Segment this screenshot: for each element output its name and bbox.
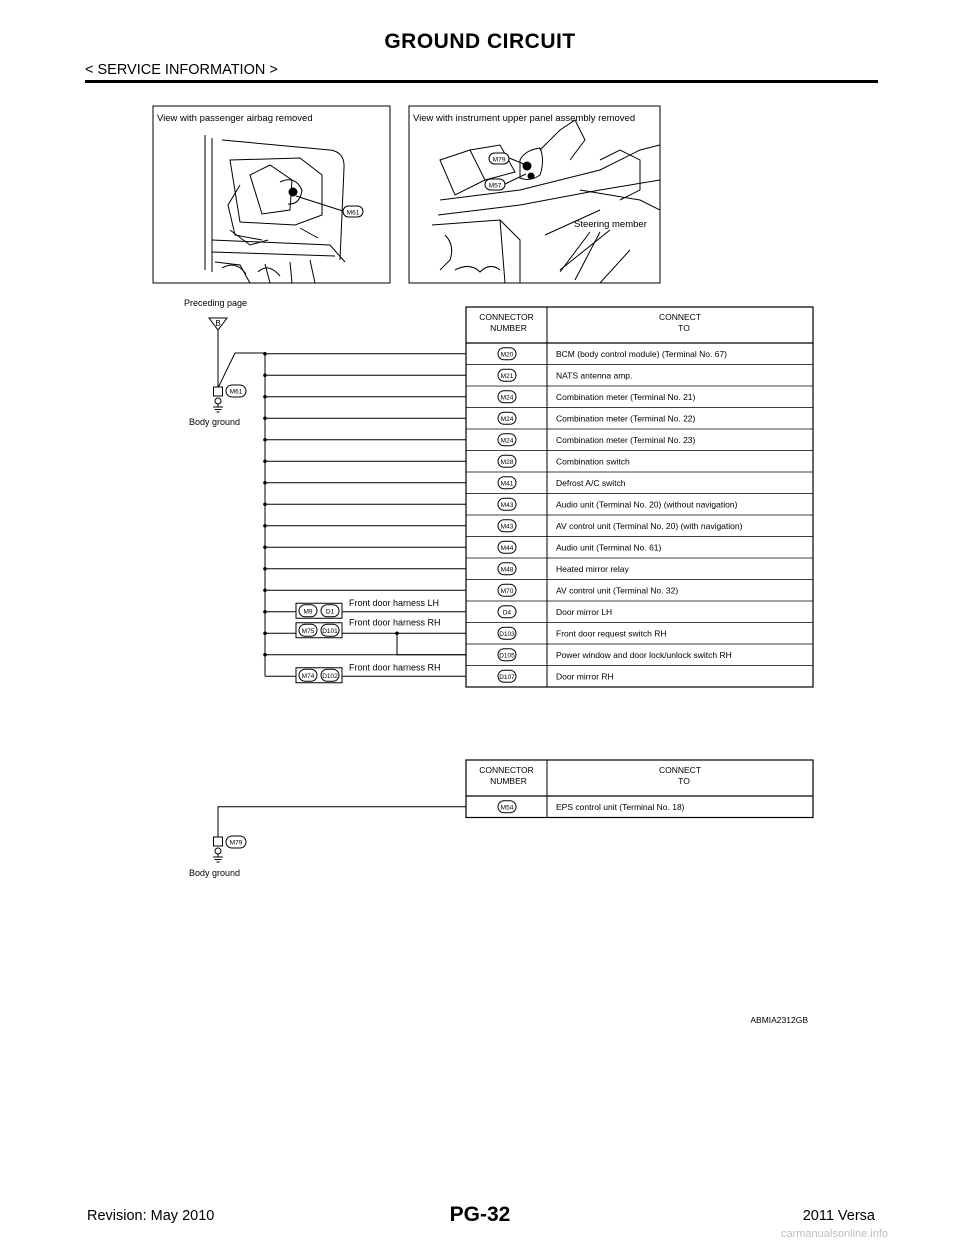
table2-row-0-connect-to: EPS control unit (Terminal No. 18) [556, 801, 685, 812]
connector-table-2 [466, 760, 813, 818]
table1-row-2-connect-to: Combination meter (Terminal No. 21) [556, 391, 696, 402]
section-label: < SERVICE INFORMATION > [85, 62, 278, 78]
table1-row-10-connector [498, 563, 516, 575]
figure-id: ABMIA2312GB [750, 1015, 808, 1025]
table1-row-4-connector [498, 434, 516, 446]
table1-row-3-connector-text: M24 [500, 415, 514, 423]
table1-row-5-connector [498, 455, 516, 467]
table2-header-connector-2: NUMBER [490, 776, 527, 786]
table1-row-1-connect-to: NATS antenna amp. [556, 370, 633, 381]
table1-row-11-connector-text: M70 [500, 587, 514, 595]
ground-connector-m61 [226, 385, 246, 397]
table1-row-10-connector-text: M48 [500, 566, 514, 574]
model-label: 2011 Versa [802, 1208, 875, 1224]
table1-row-12-connect-to: Door mirror LH [556, 606, 613, 617]
harness-1-label: Front door harness RH [349, 617, 441, 628]
harness-0-connector-b-text: D1 [325, 608, 335, 616]
harness-0-connector-a-text: M9 [303, 608, 313, 616]
harness-0 [296, 598, 439, 619]
harness-1-connector-b [321, 624, 339, 636]
connector-tag-m61-view [343, 206, 363, 217]
harness-1 [296, 617, 441, 638]
harness-1-connector-b-text: D101 [322, 627, 338, 635]
table1-row-6-connector-text: M41 [500, 480, 514, 488]
left-view-caption: View with passenger airbag removed [157, 113, 313, 124]
table2-header-connect-2: TO [678, 776, 690, 786]
table1-row-12-connector-text: D4 [502, 609, 512, 617]
table1-row-3-connect-to: Combination meter (Terminal No. 22) [556, 413, 696, 424]
page-number: PG-32 [449, 1203, 511, 1226]
body-ground-label-2: Body ground [189, 868, 241, 878]
ground-symbol-m61 [213, 387, 223, 412]
table1-row-8-connector-text: M43 [500, 523, 514, 531]
harness-1-connector-a-text: M75 [301, 627, 315, 635]
table1-row-13-connect-to: Front door request switch RH [556, 628, 667, 639]
table1-row-1-connector [498, 369, 516, 381]
table1-row-2-connector [498, 391, 516, 403]
right-view-caption: View with instrument upper panel assembly removed [413, 113, 636, 124]
harness-1-connector-a [299, 624, 317, 636]
ground-wiring-m61 [184, 298, 466, 683]
table1-row-15-connector [498, 670, 516, 682]
table1-row-15-connector-text: D107 [499, 673, 515, 681]
watermark: carmanualsonline.info [780, 1228, 888, 1240]
harness-0-connector-b [321, 605, 339, 617]
table1-row-8-connector [498, 520, 516, 532]
table1-row-11-connect-to: AV control unit (Terminal No. 32) [556, 585, 679, 596]
svg-text:M57: M57 [488, 182, 502, 190]
page-title: GROUND CIRCUIT [384, 30, 576, 53]
table1-row-15-connect-to: Door mirror RH [556, 671, 614, 682]
table1-row-11-connector [498, 584, 516, 596]
harness-2-label: Front door harness RH [349, 662, 441, 673]
preceding-marker: B [215, 319, 221, 328]
table1-header-connector-2: NUMBER [490, 323, 527, 333]
preceding-page-label: Preceding page [184, 298, 248, 308]
table1-row-7-connector [498, 498, 516, 510]
table1-row-10-connect-to: Heated mirror relay [556, 563, 629, 574]
harness-0-connector-a [299, 605, 317, 617]
ground-symbol-m79 [213, 837, 223, 862]
harness-0-label: Front door harness LH [349, 597, 440, 608]
table1-row-3-connector [498, 412, 516, 424]
table1-row-13-connector [498, 627, 516, 639]
table1-row-0-connector [498, 348, 516, 360]
svg-text:M61: M61 [346, 209, 360, 217]
table1-row-14-connector [498, 649, 516, 661]
table1-row-6-connector [498, 477, 516, 489]
table1-row-1-connector-text: M21 [500, 372, 514, 380]
table1-header-connect-1: CONNECT [658, 312, 702, 322]
connector-tag-m79-view [489, 153, 509, 164]
view-passenger-airbag-removed [153, 106, 390, 283]
table2-header-connect-1: CONNECT [658, 765, 702, 775]
table1-row-4-connector-text: M24 [500, 437, 514, 445]
table1-row-9-connector [498, 541, 516, 553]
table2-row-0-connector-text: M54 [500, 804, 514, 812]
table1-row-14-connector-text: D105 [499, 652, 515, 660]
ground-wiring-m79 [189, 807, 466, 878]
svg-text:M79: M79 [492, 156, 506, 164]
table1-row-0-connector-text: M20 [500, 351, 514, 359]
table1-row-5-connector-text: M28 [500, 458, 514, 466]
table1-row-9-connect-to: Audio unit (Terminal No. 61) [556, 542, 662, 553]
connector-tag-m57-view [485, 179, 505, 190]
ground-connector-m79 [226, 836, 246, 848]
harness-2-connector-b [321, 669, 339, 681]
table1-row-0-connect-to: BCM (body control module) (Terminal No. 67) [556, 348, 728, 359]
harness-2-connector-a-text: M74 [301, 672, 315, 680]
ground-connector-m79-text: M79 [229, 839, 243, 847]
table1-row-2-connector-text: M24 [500, 394, 514, 402]
table1-header-connector-1: CONNECTOR [479, 312, 534, 322]
table1-row-7-connect-to: Audio unit (Terminal No. 20) (without navigation) [556, 499, 738, 510]
connector-table-1 [466, 307, 813, 687]
table1-row-12-connector [498, 606, 516, 618]
harness-2-connector-b-text: D102 [322, 672, 338, 680]
table1-row-8-connect-to: AV control unit (Terminal No. 20) (with navigation) [556, 520, 743, 531]
revision-label: Revision: May 2010 [87, 1208, 215, 1224]
body-ground-label-1: Body ground [189, 417, 241, 427]
table1-row-5-connect-to: Combination switch [556, 456, 630, 467]
table1-row-4-connect-to: Combination meter (Terminal No. 23) [556, 434, 696, 445]
steering-member-label: Steering member [574, 219, 647, 230]
table1-row-6-connect-to: Defrost A/C switch [556, 477, 626, 488]
harness-2-connector-a [299, 669, 317, 681]
table2-header-connector-1: CONNECTOR [479, 765, 534, 775]
view-instrument-panel-removed [409, 106, 660, 283]
table1-row-14-connect-to: Power window and door lock/unlock switch RH [556, 649, 732, 660]
table1-row-9-connector-text: M44 [500, 544, 514, 552]
table1-row-13-connector-text: D103 [499, 630, 515, 638]
table2-row-0-connector [498, 801, 516, 813]
table1-row-7-connector-text: M43 [500, 501, 514, 509]
table1-header-connect-2: TO [678, 323, 690, 333]
ground-connector-m61-text: M61 [229, 388, 243, 396]
harness-2 [296, 662, 441, 683]
